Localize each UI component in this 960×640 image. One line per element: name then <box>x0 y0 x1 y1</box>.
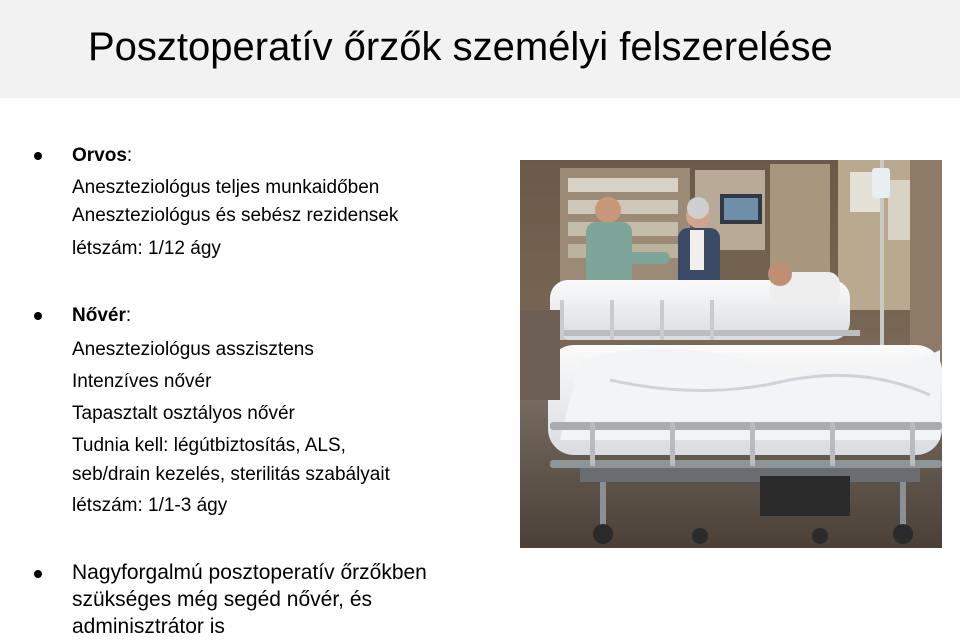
extra-line-3: adminisztrátor is <box>72 615 225 638</box>
orvos-heading: Orvos: <box>72 145 133 166</box>
nover-line-4: Tudnia kell: légútbiztosítás, ALS, <box>72 435 346 456</box>
orvos-line-3: létszám: 1/12 ágy <box>72 238 221 259</box>
nover-line-5: seb/drain kezelés, sterilitás szabályait <box>72 464 390 485</box>
extra-line-2: szükséges még segéd nővér, és <box>72 588 373 611</box>
nover-heading: Nővér: <box>72 305 132 326</box>
bullet-orvos <box>34 152 42 160</box>
orvos-line-1: Aneszteziológus teljes munkaidőben <box>72 177 380 198</box>
nover-line-2: Intenzíves nővér <box>72 371 212 392</box>
slide-title: Posztoperatív őrzők személyi felszerelése <box>88 25 833 69</box>
recovery-room-photo <box>520 160 942 548</box>
orvos-heading-text: Orvos <box>72 145 127 166</box>
nover-line-6: létszám: 1/1-3 ágy <box>72 495 228 516</box>
nover-line-1: Aneszteziológus asszisztens <box>72 339 314 360</box>
nover-line-3: Tapasztalt osztályos nővér <box>72 403 295 424</box>
nover-heading-text: Nővér <box>72 305 126 326</box>
bullet-nover <box>34 312 42 320</box>
bullet-extra <box>34 570 42 578</box>
extra-line-1: Nagyforgalmú posztoperatív őrzőkben <box>72 561 427 584</box>
orvos-line-2: Aneszteziológus és sebész rezidensek <box>72 205 399 226</box>
